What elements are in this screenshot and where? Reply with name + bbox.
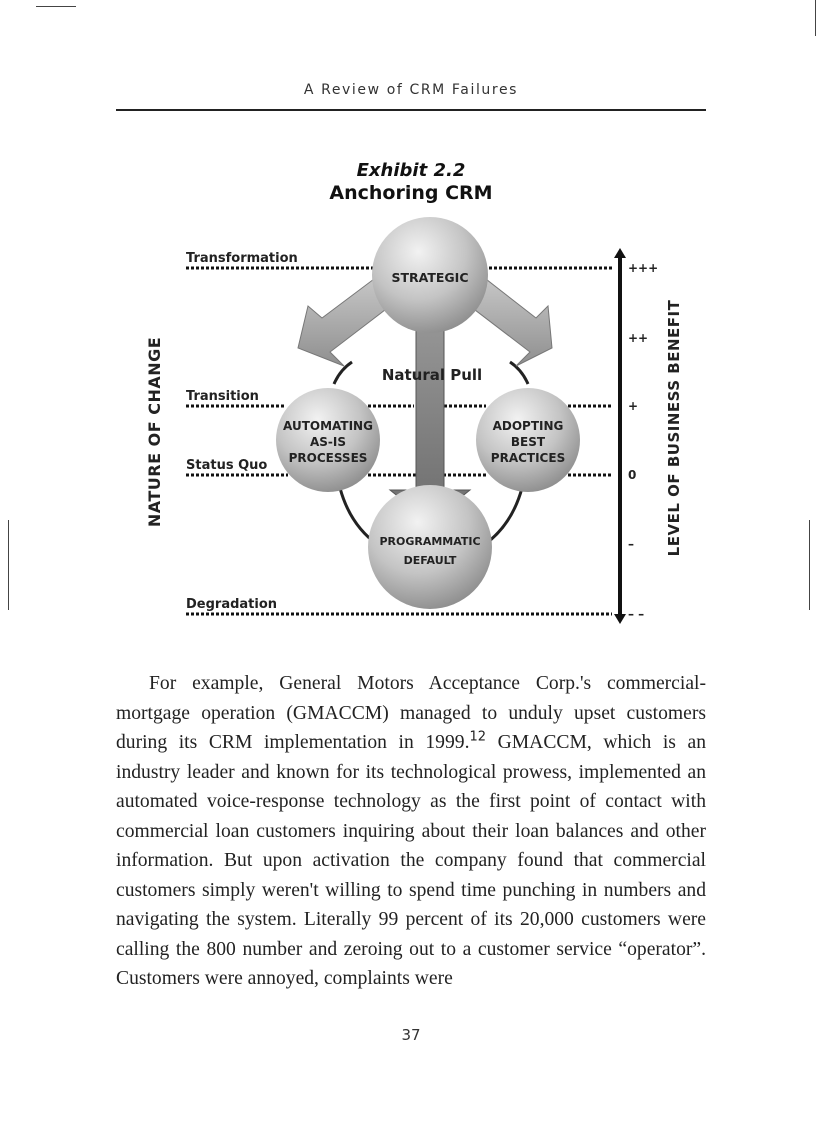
node-label-adopting-1: ADOPTING xyxy=(492,419,564,433)
left-axis-title: NATURE OF CHANGE xyxy=(145,336,164,528)
exhibit-title: Anchoring CRM xyxy=(329,182,493,204)
node-label-programmatic-2: DEFAULT xyxy=(403,554,457,567)
level-label-degradation: Degradation xyxy=(186,597,278,612)
body-paragraph xyxy=(116,669,706,994)
benefit-mark-minus: – xyxy=(628,537,634,551)
benefit-mark-degradation: – – xyxy=(628,607,645,621)
exhibit-number: Exhibit 2.2 xyxy=(356,160,466,181)
running-head: A Review of CRM Failures xyxy=(303,82,519,98)
node-label-adopting-3: PRACTICES xyxy=(490,451,566,465)
node-label-adopting-2: BEST xyxy=(510,435,546,449)
level-label-transition: Transition xyxy=(186,389,259,404)
level-label-transformation: Transformation xyxy=(186,251,298,266)
paragraph-text-start: For example, General Motors Acceptance Corp.'s commercial-mortgage operation (GMACCM) managed to unduly upset customers during its CRM implementation in 1999. xyxy=(116,673,706,753)
node-label-strategic: STRATEGIC xyxy=(391,270,469,285)
node-label-automating-1: AUTOMATING xyxy=(283,419,373,433)
benefit-mark-transformation: +++ xyxy=(628,261,659,275)
benefit-axis-top-arrow xyxy=(614,248,626,258)
paragraph xyxy=(116,669,706,994)
benefit-mark-status-quo: 0 xyxy=(628,468,637,482)
footnote-reference[interactable]: 12 xyxy=(469,729,487,745)
node-label-automating-2: AS-IS xyxy=(309,435,347,449)
arc-right-top xyxy=(510,362,528,384)
node-label-automating-3: PROCESSES xyxy=(288,451,368,465)
paragraph-text-end: GMACCM, which is an industry leader and known for its technological prowess, implemented an automated voice-response technology as the first point of contact with commercial loan customers inquiring about their loan balances and other information. But upon activation the company found that commercial customers simply weren't willing to spend time punching in numbers and navigating the system. Literally 99 percent of its 20,000 customers were calling the 800 number and zeroing out to a customer service “operator”. Customers were annoyed, complaints were xyxy=(116,732,706,989)
benefit-mark-plus-plus: ++ xyxy=(628,331,649,345)
center-label-natural-pull: Natural Pull xyxy=(381,366,483,384)
page-number: 37 xyxy=(401,1026,421,1044)
benefit-mark-transition: + xyxy=(628,399,639,413)
node-label-programmatic-1: PROGRAMMATIC xyxy=(379,535,481,548)
right-axis-title: LEVEL OF BUSINESS BENEFIT xyxy=(665,299,683,557)
level-label-status-quo: Status Quo xyxy=(186,458,268,473)
benefit-axis-bottom-arrow xyxy=(614,614,626,624)
